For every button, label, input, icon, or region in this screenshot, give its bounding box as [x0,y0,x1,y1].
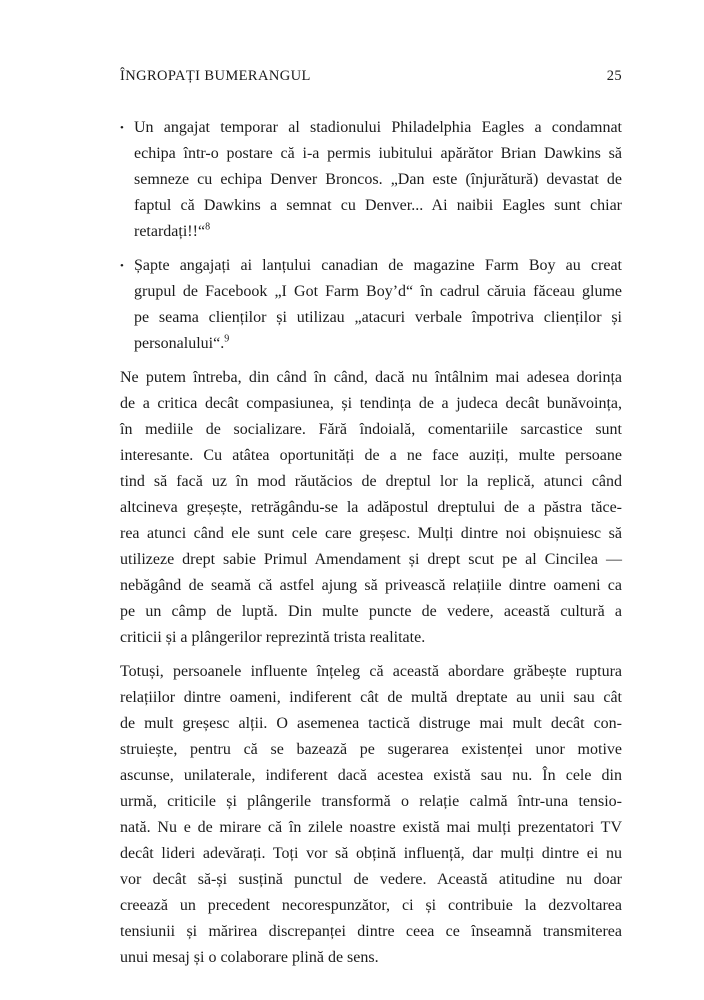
text-line: nată. Nu e de mirare că în zilele noastre există mai mulți prezentatori TV [120,819,622,836]
text-line: struiește, pentru că se bazează pe sugerarea existenței unor motive [120,741,622,758]
paragraph [120,365,622,651]
text-line: criticii și a plângerilor reprezintă trista realitate. [120,629,426,646]
text-line: tensiunii și mărirea discrepanței dintre ceea ce înseamnă transmiterea [120,923,622,940]
page-body [120,115,622,971]
text-line: creează un precedent necorespunzător, ci și contribuie la dezvoltarea [120,897,622,914]
text-line: în mediile de socializare. Fără îndoială, comentariile sarcastice sunt [120,421,622,438]
page-number: 25 [606,68,622,84]
text-line: pe un câmp de luptă. Din multe puncte de vedere, această cultură a [120,603,622,620]
text-line: rea atunci când ele sunt cele care greșesc. Mulți dintre noi obișnuiesc să [120,525,622,542]
footnote-ref: 9 [224,333,230,345]
text-line: Șapte angajați ai lanțului canadian de magazine Farm Boy au creat [134,257,622,274]
text-line: utilizeze drept sabie Primul Amendament și drept scut pe al Cincilea — [120,551,622,568]
text-lines [120,365,622,651]
bullet-item [120,115,622,245]
text-line: relațiilor dintre oameni, indiferent cât de multă dreptate au unii sau cât [120,689,622,706]
text-line: pe seama clienților și utilizau „atacuri verbale împotriva clienților și [134,309,622,326]
text-line: faptul că Dawkins a semnat cu Denver... Ai naibii Eagles sunt chiar [134,197,622,214]
text-line: vor decât să-și susțină punctul de vedere. Această atitudine nu doar [120,871,622,888]
text-line: urmă, criticile și plângerile transformă o relație calmă într-una tensio- [120,793,622,810]
text-line: unui mesaj și o colaborare plină de sens. [120,949,379,966]
text-line: Ne putem întreba, din când în când, dacă nu întâlnim mai adesea dorința [120,369,622,386]
running-title: ÎNGROPAȚI BUMERANGUL [120,68,311,84]
text-line: altcineva greșește, retrăgându-se la adăpostul dreptului de a păstra tăce- [120,499,622,516]
text-line: retardați!!“$^8$ [134,221,211,240]
text-line: grupul de Facebook „I Got Farm Boy’d“ în cadrul căruia făceau glume [134,283,622,300]
text-line: decât lideri adevărați. Toți vor să obțină influență, dar mulți dintre ei nu [120,845,622,862]
page-header [120,68,622,85]
text-line: de mult greșesc alții. O asemenea tactică distruge mai mult decât con- [120,715,622,732]
text-lines [134,115,622,245]
text-line: de a critica decât compasiunea, și tendința de a judeca decât bunăvoința, [120,395,622,412]
bullet-marker: • [120,260,124,272]
footnote-ref: 8 [205,221,211,233]
text-line: tind să facă uz în mod răutăcios de dreptul lor la replică, atunci când [120,473,622,490]
text-line: echipa într-o postare că i-a permis iubitului apărător Brian Dawkins să [134,145,622,162]
text-line: interesante. Cu atâtea oportunități de a ne face auziți, multe persoane [120,447,622,464]
text-line: Totuși, persoanele influente înțeleg că această abordare grăbește ruptura [120,663,622,680]
text-lines [120,659,622,971]
text-line: ascunse, unilaterale, indiferent dacă acestea există sau nu. În cele din [120,767,622,784]
text-line: semneze cu echipa Denver Broncos. „Dan este (înjurătură) devastat de [134,171,622,188]
text-line: Un angajat temporar al stadionului Philadelphia Eagles a condamnat [134,119,622,136]
text-line: nebăgând de seamă că astfel ajung să privească relațiile dintre oameni ca [120,577,622,594]
paragraph [120,659,622,971]
text-lines [134,253,622,357]
text-line: personalului“.$^9$ [134,333,230,352]
bullet-marker: • [120,122,124,134]
bullet-item [120,253,622,357]
